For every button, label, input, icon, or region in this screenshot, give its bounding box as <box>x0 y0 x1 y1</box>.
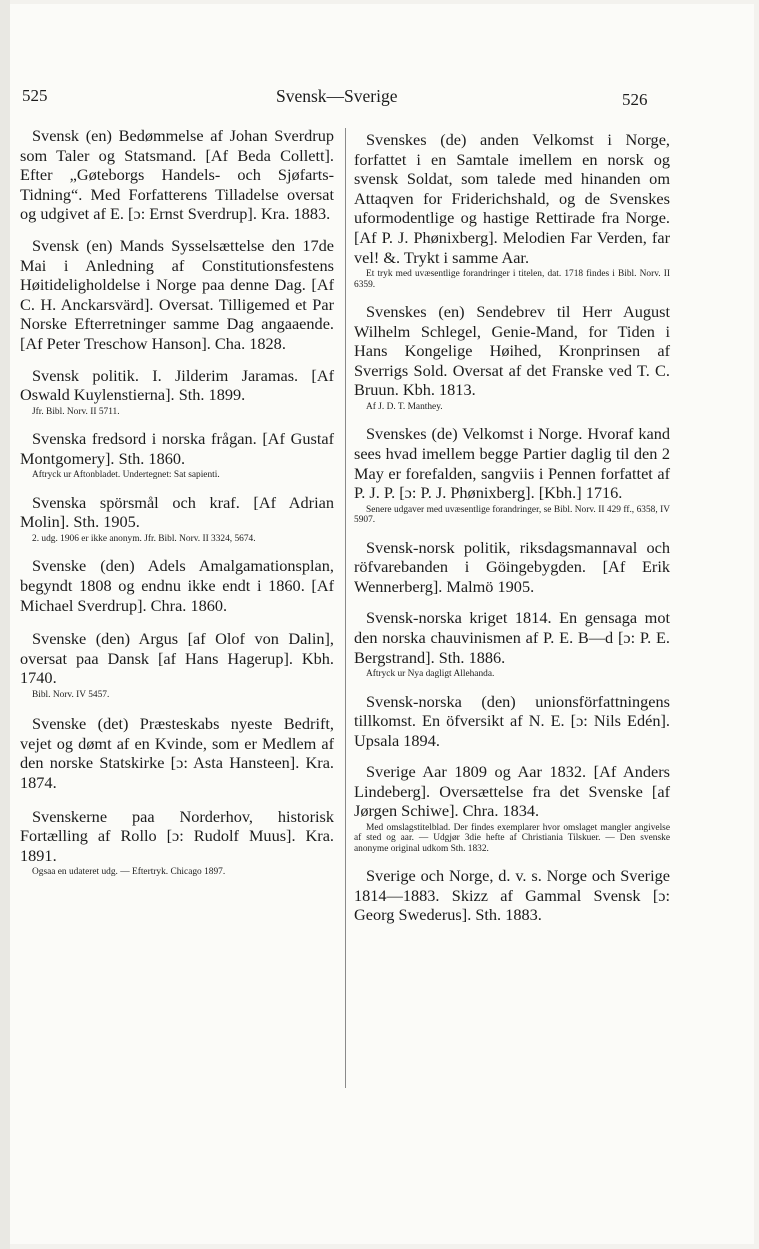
bibliography-entry <box>20 556 334 615</box>
entry-text: Svensk (en) Mands Sysselsættelse den 17de Mai i Anledning af Constitutionsfestens Høitideligholdelse i Norge paa denne Dag. [Af C. H. Anckarsvärd]. Oversat. Tilligemed et Par Norske Efterretninger samme Dag angaaende. [Af Peter Treschow Hanson]. Cha. 1828. <box>20 235 334 353</box>
entry-text: Svensk (en) Bedømmelse af Johan Sverdrup som Taler og Statsmand. [Af Beda Collett]. Efter „Gøteborgs Handels- och Sjøfarts-Tidning“. Med Forfatterens Tilladelse oversat og udgivet af E. [ɔ: Ernst Sverdrup]. Kra. 1883. <box>20 126 334 224</box>
entry-text: Svenska fredsord i norska frågan. [Af Gustaf Montgomery]. Sth. 1860. <box>20 429 334 468</box>
column-divider <box>345 128 346 1088</box>
entry-text: Svenskes (de) Velkomst i Norge. Hvoraf kand sees hvad imellem begge Partier daglig til den 2 May er forefalden, sangviis i Pennen forfattet af P. J. P. [ɔ: P. J. Phønixberg]. [Kbh.] 1716. <box>354 424 670 503</box>
entry-note: Aftryck ur Aftonbladet. Undertegnet: Sat sapienti. <box>32 470 220 481</box>
bibliography-entry <box>354 130 670 290</box>
left-column <box>20 126 334 878</box>
entry-text: Sverige och Norge, d. v. s. Norge och Sverige 1814—1883. Skizz af Gammal Svensk [ɔ: Georg Swederus]. Sth. 1883. <box>354 866 670 925</box>
bibliography-entry <box>354 762 670 854</box>
right-column <box>354 130 670 925</box>
entry-note: Ogsaa en udateret udg. — Eftertryk. Chicago 1897. <box>32 867 226 878</box>
entry-note: Aftryck ur Nya dagligt Allehanda. <box>366 669 495 680</box>
bibliography-entry <box>354 692 670 751</box>
entry-text: Svensk-norsk politik, riksdagsmannaval och röfvarebanden i Göingebygden. [Af Erik Wennerberg]. Malmö 1905. <box>354 537 670 596</box>
entry-text: Svenske (det) Præsteskabs nyeste Bedrift, vejet og dømt af en Kvinde, som er Medlem af den norske Statskirke [ɔ: Asta Hansteen]. Kra. 1874. <box>20 714 334 793</box>
entry-text: Svensk-norska kriget 1814. En gensaga mot den norska chauvinismen af P. E. B—d [ɔ: P. E. Bergstrand]. Sth. 1886. <box>354 608 670 667</box>
bibliography-entry <box>20 236 334 354</box>
entry-text: Svenska spörsmål och kraf. [Af Adrian Molin]. Sth. 1905. <box>20 492 334 532</box>
bibliography-entry <box>20 429 334 481</box>
bibliography-entry <box>354 302 670 412</box>
running-title: Svensk—Sverige <box>276 86 398 106</box>
entry-note: Jfr. Bibl. Norv. II 5711. <box>32 406 120 417</box>
bibliography-entry <box>20 493 334 545</box>
page-number-left: 525 <box>22 86 48 105</box>
bibliography-entry <box>20 714 334 792</box>
entry-note: Bibl. Norv. IV 5457. <box>32 689 110 700</box>
bibliography-entry <box>354 608 670 679</box>
bibliography-entry <box>20 126 334 224</box>
entry-text: Svenske (den) Adels Amalgamationsplan, begyndt 1808 og endnu ikke endt i 1860. [Af Michael Sverdrup]. Chra. 1860. <box>20 556 334 615</box>
bibliography-entry <box>20 629 334 700</box>
bibliography-entry <box>354 866 670 925</box>
entry-note: Et tryk med uvæsentlige forandringer i titelen, dat. 1718 findes i Bibl. Norv. II 6359. <box>354 269 670 290</box>
entry-text: Svenskerne paa Norderhov, historisk Fortælling af Rollo [ɔ: Rudolf Muus]. Kra. 1891. <box>20 806 334 865</box>
bibliography-entry <box>20 807 334 878</box>
scan-edge <box>0 0 10 1249</box>
entry-text: Svenskes (en) Sendebrev til Herr August Wilhelm Schlegel, Genie-Mand, for Tiden i Hans Kongelige Høihed, Kronprinsen af Sverrigs Sold. Oversat af det Franske ved T. C. Bruun. Kbh. 1813. <box>354 301 670 400</box>
entry-text: Svenskes (de) anden Velkomst i Norge, forfattet i en Samtale imellem en norsk og svensk Soldat, som talede med hinanden om Attaqven for Friderichshald, og de Svenskes uformodentlige og hastige Rettirade fra Norge. [Af P. J. Phønixberg]. Melodien Far Verden, far vel! &. Trykt i samme Aar. <box>354 130 670 267</box>
page-number-right: 526 <box>622 90 648 109</box>
entry-text: Svensk-norska (den) unionsförfattningens tillkomst. En öfversikt af N. E. [ɔ: Nils Edén]. Upsala 1894. <box>354 691 670 750</box>
entry-text: Svensk politik. I. Jilderim Jaramas. [Af Oswald Kuylenstierna]. Sth. 1899. <box>20 365 334 405</box>
entry-text: Svenske (den) Argus [af Olof von Dalin], oversat paa Dansk [af Hans Hagerup]. Kbh. 1740. <box>20 629 334 688</box>
entry-note: Med omslagstitelblad. Der findes exemplarer hvor omslaget mangler angivelse af sted og aar. — Udgjør 3die hefte af Christiania Tilskuer. — Den svenske anonyme original udkom Sth. 1832. <box>354 823 670 854</box>
entry-note: Af J. D. T. Manthey. <box>366 401 443 412</box>
bibliography-entry <box>354 538 670 597</box>
bibliography-entry <box>354 424 670 525</box>
entry-note: 2. udg. 1906 er ikke anonym. Jfr. Bibl. Norv. II 3324, 5674. <box>32 533 256 544</box>
bibliography-entry <box>20 366 334 418</box>
entry-text: Sverige Aar 1809 og Aar 1832. [Af Anders Lindeberg]. Oversættelse fra det Svenske [af Jørgen Schiwe]. Chra. 1834. <box>354 762 670 821</box>
entry-note: Senere udgaver med uvæsentlige forandringer, se Bibl. Norv. II 429 ff., 6358, IV 5907. <box>354 504 670 526</box>
